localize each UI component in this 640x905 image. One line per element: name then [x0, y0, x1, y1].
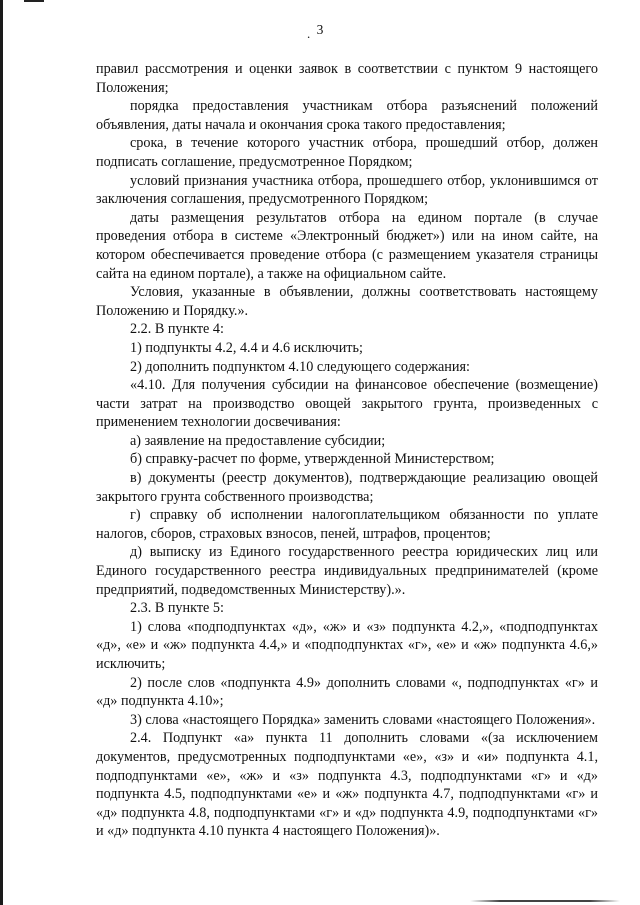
scan-top-mark: [24, 0, 44, 2]
paragraph: порядка предоставления участникам отбора разъяснений положений объявления, даты начала и окончания срока такого предоставления;: [96, 98, 598, 133]
paragraph: 2.3. В пункте 5:: [130, 600, 224, 617]
paragraph: 1) подпункты 4.2, 4.4 и 4.6 исключить;: [130, 339, 363, 356]
paragraph: 1) слова «подподпунктах «д», «ж» и «з» подпункта 4.2,», «подподпунктах «д», «е» и «ж» подпункта 4.4,» и «подподпунктах «г», «е» и «ж» подпункта 4.6,» исключить;: [96, 618, 598, 672]
page-number: 3: [316, 22, 324, 37]
paragraph: г) справку об исполнении налогоплательщиком обязанности по уплате налогов, сборов, страховых взносов, пеней, штрафов, процентов;: [96, 507, 598, 542]
paragraph: «4.10. Для получения субсидии на финансовое обеспечение (возмещение) части затрат на производство овощей закрытого грунта, произведенных с применением технологии досвечивания:: [96, 377, 598, 431]
scan-left-edge: [0, 0, 3, 905]
paragraph: в) документы (реестр документов), подтверждающие реализацию овощей закрытого грунта собственного производства;: [96, 470, 598, 505]
page-dot: .: [307, 26, 311, 41]
paragraph: даты размещения результатов отбора на едином портале (в случае проведения отбора в системе «Электронный бюджет») или на ином сайте, на котором обеспечивается проведение отбора (с размещением указателя страницы сайта на едином портале), а также на официальном сайте.: [96, 209, 598, 282]
paragraph: 2.4. Подпункт «а» пункта 11 дополнить словами «(за исключением документов, предусмотренных подподпунктами «е», «з» и «и» подпункта 4.1, подподпунктами «е», «ж» и «з» подпункта 4.3, подподпунктами «г» и «д» подпункта 4.5, подподпунктами «е» и «ж» подпункта 4.7, подподпунктами «г» и «д» подпункта 4.8, подподпунктами «г» и «д» подпункта 4.9, подподпунктами «г» и «д» подпункта 4.10 пункта 4 настоящего Положения)».: [96, 730, 598, 840]
paragraph: д) выписку из Единого государственного реестра юридических лиц или Единого государственного реестра индивидуальных предпринимателей (кроме предприятий, подведомственных Министерству).».: [96, 544, 598, 598]
document-body: [96, 60, 598, 841]
paragraph: 2.2. В пункте 4:: [130, 321, 224, 338]
paragraph: условий признания участника отбора, прошедшего отбор, уклонившимся от заключения соглашения, предусмотренного Порядком;: [96, 172, 598, 208]
paragraph: 2) после слов «подпункта 4.9» дополнить словами «, подподпунктах «г» и «д» подпункта 4.10»;: [96, 674, 598, 710]
paragraph: Условия, указанные в объявлении, должны соответствовать настоящему Положению и Порядку.».: [96, 284, 598, 319]
paragraph: б) справку-расчет по форме, утвержденной Министерством;: [130, 451, 495, 468]
paragraph: срока, в течение которого участник отбора, прошедший отбор, должен подписать соглашение, предусмотренное Порядком;: [96, 135, 598, 170]
scan-bottom-mark: [470, 900, 620, 902]
paragraph: правил рассмотрения и оценки заявок в соответствии с пунктом 9 настоящего Положения;: [96, 61, 598, 96]
paragraph: 2) дополнить подпунктом 4.10 следующего содержания:: [130, 358, 470, 375]
paragraph: а) заявление на предоставление субсидии;: [130, 432, 386, 449]
paragraph: 3) слова «настоящего Порядка» заменить словами «настоящего Положения».: [130, 711, 596, 728]
